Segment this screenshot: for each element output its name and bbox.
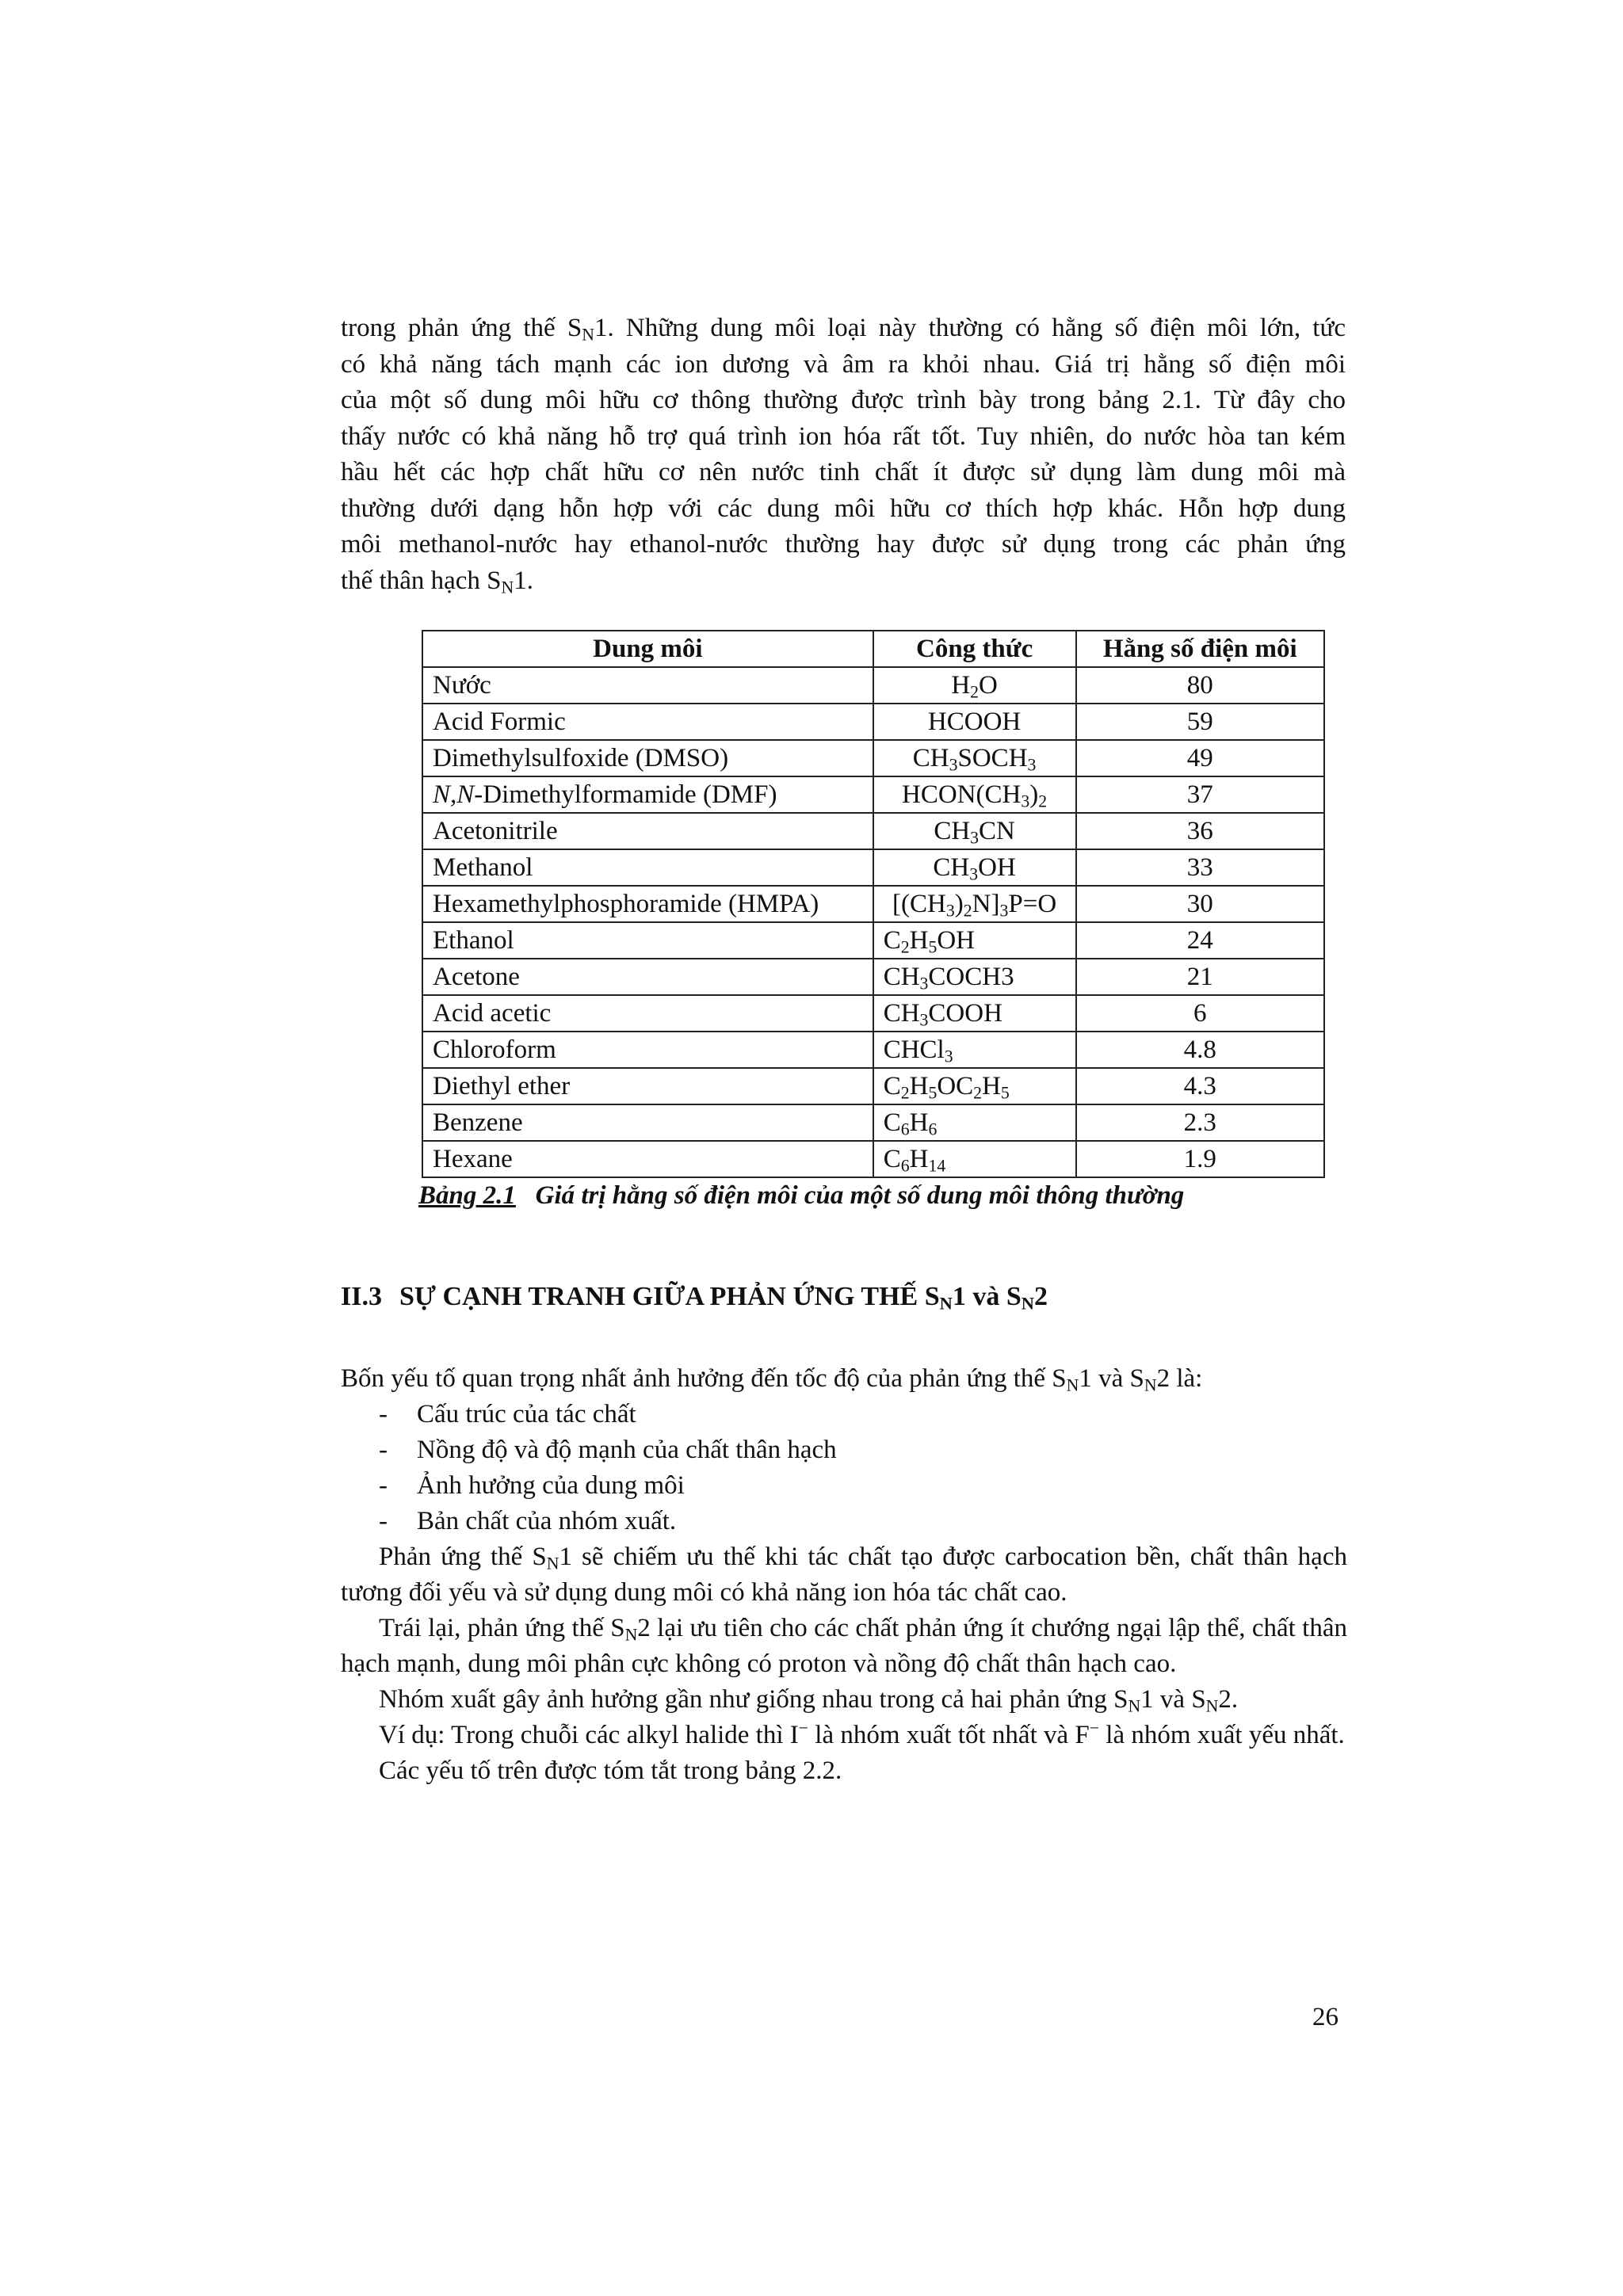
solvent-formula: $CH_3SOCH_3$	[873, 740, 1076, 776]
solvent-formula: $CH_3COOH$	[873, 995, 1076, 1032]
dielectric-constant: 2.3	[1076, 1104, 1324, 1141]
intro-line: có khả năng tách mạnh các ion dương và âm ra khỏi nhau. Giá trị hằng số điện môi	[341, 349, 1346, 379]
solvent-formula: $CH_3CN$	[873, 813, 1076, 849]
dielectric-constant: 24	[1076, 922, 1324, 959]
paragraph: Phản ứng thế $S_N1$ sẽ chiếm ưu thế khi tác chất tạo được carbocation bền, chất thân hạch tương đối yếu và sử dụng dung môi có khả năng ion hóa tác chất cao.	[341, 1543, 1347, 1607]
solvent-name: Nước	[422, 667, 873, 704]
caption-text: Giá trị hằng số điện môi của một số dung môi thông thường	[535, 1181, 1185, 1210]
solvent-name: Ethanol	[422, 922, 873, 959]
table-row	[422, 922, 1324, 959]
table-header-row	[422, 631, 1324, 667]
solvent-formula: $C_6H_6$	[873, 1104, 1076, 1141]
paragraph: Bốn yếu tố quan trọng nhất ảnh hưởng đến tốc độ của phản ứng thế $S_N1$ và $S_N2$ là:	[341, 1364, 1203, 1395]
section-body	[341, 1361, 1347, 1789]
paragraph: Nhóm xuất gây ảnh hưởng gần như giống nhau trong cả hai phản ứng $S_N1$ và $S_N2$.	[379, 1685, 1239, 1716]
solvent-name: Acetonitrile	[422, 813, 873, 849]
column-header: Công thức	[873, 631, 1076, 667]
solvent-formula: $C_2H_5OC_2H_5$	[873, 1068, 1076, 1104]
intro-line: trong phản ứng thế $S_N1$. Những dung môi loại này thường có hằng số điện môi lớn, tức	[341, 314, 1346, 345]
factor-list	[341, 1397, 1347, 1539]
solvent-name: Hexamethylphosphoramide (HMPA)	[422, 886, 873, 922]
dielectric-constant: 1.9	[1076, 1141, 1324, 1177]
solvent-formula: $C_6H_{14}$	[873, 1141, 1076, 1177]
intro-line: hầu hết các hợp chất hữu cơ nên nước tinh chất ít được sử dụng làm dung môi mà	[341, 458, 1346, 486]
list-item: - Nồng độ và độ mạnh của chất thân hạch	[379, 1432, 1347, 1468]
paragraph: Trái lại, phản ứng thế $S_N2$ lại ưu tiên cho các chất phản ứng ít chướng ngại lập thể, chất thân hạch mạnh, dung môi phân cực không có proton và nồng độ chất thân hạch cao.	[341, 1614, 1347, 1678]
table-row	[422, 849, 1324, 886]
list-item: - Bản chất của nhóm xuất.	[379, 1504, 1347, 1539]
dielectric-constant: 21	[1076, 959, 1324, 995]
solvent-formula: $C_2H_5OH$	[873, 922, 1076, 959]
list-item: - Cấu trúc của tác chất	[379, 1397, 1347, 1432]
caption-label: Bảng 2.1	[418, 1181, 516, 1210]
solvent-name: Diethyl ether	[422, 1068, 873, 1104]
table-row	[422, 667, 1324, 704]
solvent-formula: $CH_3COCH3$	[873, 959, 1076, 995]
table-row	[422, 776, 1324, 813]
solvent-name: Benzene	[422, 1104, 873, 1141]
solvent-table	[422, 630, 1325, 1178]
dielectric-constant: 4.3	[1076, 1068, 1324, 1104]
solvent-formula: $HCON(CH_3)_2$	[873, 776, 1076, 813]
table-row	[422, 740, 1324, 776]
paragraph: Các yếu tố trên được tóm tắt trong bảng 2.2.	[379, 1756, 842, 1785]
intro-line: thấy nước có khả năng hỗ trợ quá trình ion hóa rất tốt. Tuy nhiên, do nước hòa tan kém	[341, 421, 1346, 451]
table-row	[422, 886, 1324, 922]
intro-paragraph	[341, 311, 1346, 599]
solvent-formula: $CH_3OH$	[873, 849, 1076, 886]
intro-line: của một số dung môi hữu cơ thông thường được trình bày trong bảng 2.1. Từ đây cho	[341, 386, 1346, 414]
solvent-name: Dimethylsulfoxide (DMSO)	[422, 740, 873, 776]
solvent-name: Acid acetic	[422, 995, 873, 1032]
solvent-name: Chloroform	[422, 1032, 873, 1068]
dielectric-constant: 37	[1076, 776, 1324, 813]
solvent-name: Methanol	[422, 849, 873, 886]
solvent-formula: $H_2O$	[873, 667, 1076, 704]
solvent-name: Acetone	[422, 959, 873, 995]
table-row	[422, 1141, 1324, 1177]
page-number: 26	[1312, 2003, 1338, 2031]
table-row	[422, 995, 1324, 1032]
solvent-name: Hexane	[422, 1141, 873, 1177]
dielectric-constant: 6	[1076, 995, 1324, 1032]
intro-line: môi methanol-nước hay ethanol-nước thường hay được sử dụng trong các phản ứng	[341, 530, 1346, 559]
solvent-name: Acid Formic	[422, 704, 873, 740]
column-header: Dung môi	[422, 631, 873, 667]
list-item: - Ảnh hưởng của dung môi	[379, 1468, 1347, 1504]
intro-line: thế thân hạch $S_N1$.	[341, 566, 533, 597]
dielectric-constant: 59	[1076, 704, 1324, 740]
solvent-formula: HCOOH	[873, 704, 1076, 740]
paragraph: Ví dụ: Trong chuỗi các alkyl halide thì I− là nhóm xuất tốt nhất và F− là nhóm xuất yếu nhất.	[379, 1718, 1345, 1749]
solvent-name: N,N-Dimethylformamide (DMF)	[422, 776, 873, 813]
section-heading: II.3 SỰ CẠNH TRANH GIỮA PHẢN ỨNG THẾ $S_N1$ và $S_N2$	[341, 1282, 1048, 1314]
intro-line: thường dưới dạng hỗn hợp với các dung môi hữu cơ thích hợp khác. Hỗn hợp dung	[341, 494, 1346, 523]
table-row	[422, 813, 1324, 849]
dielectric-constant: 30	[1076, 886, 1324, 922]
dielectric-constant: 33	[1076, 849, 1324, 886]
table-caption	[418, 1181, 1184, 1211]
section-number: II.3	[341, 1282, 382, 1311]
dielectric-constant: 4.8	[1076, 1032, 1324, 1068]
table-row	[422, 959, 1324, 995]
solvent-formula: CHCl$_3$	[873, 1032, 1076, 1068]
table-row	[422, 1068, 1324, 1104]
solvent-formula: $[(CH_3)_2N]_3P=O$	[873, 886, 1076, 922]
table-row	[422, 1032, 1324, 1068]
dielectric-constant: 36	[1076, 813, 1324, 849]
dielectric-constant: 80	[1076, 667, 1324, 704]
dielectric-constant: 49	[1076, 740, 1324, 776]
column-header: Hằng số điện môi	[1076, 631, 1324, 667]
table-row	[422, 1104, 1324, 1141]
table-row	[422, 704, 1324, 740]
